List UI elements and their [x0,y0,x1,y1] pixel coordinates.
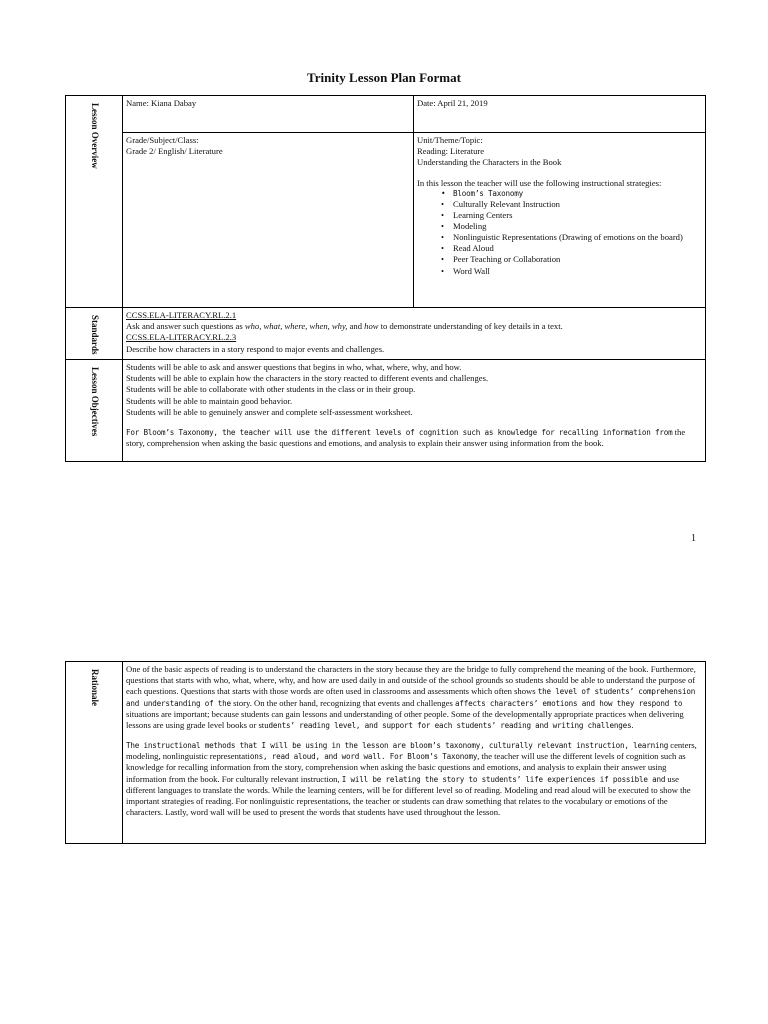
teacher-name: Name: Kiana Dabay [126,98,197,108]
lesson-plan-table [65,95,706,462]
rationale-text: , the teacher will use the different levels of cognition such as knowledge for recalling information from the story, comprehension when asking the basic questions and emotions, and analysis to explain their answer using information from the book. For culturally relevant instruction, [126,751,686,784]
rationale-table [65,661,706,844]
bloom-paragraph [126,427,702,449]
rationale-mono-text: the level of students’ comprehension and understanding of the [126,687,696,708]
rationale-mono-text: I will be relating the story to students’ life experiences if possible and [341,774,666,784]
strategy-item: • Read Aloud [453,243,702,254]
objective-item: Students will be able to explain how the characters in the story reacted to different events and challenges. [126,373,489,384]
standard-desc-1-em: how [364,321,379,332]
document-title: Trinity Lesson Plan Format [307,70,461,85]
standard-desc-2: Describe how characters in a story respond to major events and challenges. [126,343,385,354]
rationale-text: use different languages to translate the words. While the learning centers, will be for different level so of reading. Modeling and read aloud will be executed to show the important strategies of reading. For nonlinguistic representations, the teacher or students can draw something that relates to the vocabulary or emotions of the characters. Lastly, word wall will be used to present the words that students have used throughout the lesson. [126,773,691,818]
strategy-item: • Modeling [453,221,702,232]
rationale-cell [123,662,706,844]
strategy-item: • Nonlinguistic Representations (Drawing of emotions on the board) [453,232,702,243]
objectives-label: Lesson Objectives [89,367,100,437]
lesson-overview-label: Lesson Overview [89,103,100,169]
standard-desc-1-text: to demonstrate understanding of key details in a text. [378,321,563,332]
rationale-mono-text: The instructional methods that I will be using in the lesson are bloom’s taxonomy, culturally relevant instruction, learning [126,741,669,751]
objective-item: Students will be able to maintain good behavior. [126,395,293,406]
rationale-label-cell [66,662,123,844]
standard-desc-1-text: and [347,321,365,332]
objective-item: Students will be able to ask and answer questions that begins in who, what, where, why, and how. [126,362,462,372]
objective-item: Students will be able to genuinely answer and complete self-assessment worksheet. [126,406,413,417]
lesson-overview-label-cell [66,96,123,308]
name-cell [123,96,414,133]
strategy-item: • Bloom’s Taxonomy [453,189,702,199]
objectives-cell [123,360,706,462]
rationale-text: . [631,719,634,730]
strategy-item: • Peer Teaching or Collaboration [453,254,702,265]
lesson-date: Date: April 21, 2019 [417,98,488,108]
rationale-mono-text: dents’ reading level, and support for each students’ reading and writing challenges [268,720,632,730]
unit-label: Unit/Theme/Topic: [417,135,483,145]
strategies-intro: In this lesson the teacher will use the following instructional strategies: [417,177,662,188]
standard-code-2: CCSS.ELA-LITERACY.RL.2.3 [126,332,237,343]
standard-desc-1-text: Ask and answer such questions as [126,321,245,332]
standard-code-1: CCSS.ELA-LITERACY.RL.2.1 [126,310,237,320]
strategy-item: • Word Wall [453,266,702,277]
rationale-text: One of the basic aspects of reading is to understand the characters in the story because they are the bridge to fully comprehend the meaning of the book. Furthermore, questions that starts with who, what, where, why, and how are used daily in and outside of the school grounds so students should be able to understand the purpose of each questions. Questions that starts with those words are often used in classrooms and assessments which often shows [126,664,696,697]
rationale-text: centers, modeling, nonlinguistic representati [126,740,697,762]
objectives-label-cell [66,360,123,462]
rationale-paragraph-2 [126,740,702,818]
rationale-text: situations are important; because students can gain lessons and understanding of other people. Some of the developmentally appropriate practices when delivering lessons are using grade level books or stu [126,708,684,730]
standard-desc-1-em: who, what, where, when, why, [244,321,348,332]
page-number: 1 [691,533,696,544]
date-cell [414,96,706,133]
strategy-item: • Culturally Relevant Instruction [453,199,702,210]
standards-label: Standards [89,315,100,355]
grade-cell [123,133,414,308]
strategy-item: • Learning Centers [453,210,702,221]
bloom-mono-text: For Bloom’s Taxonomy, the teacher will use the different levels of cognition such as knowledge for recalling information from [126,427,673,437]
standards-label-cell [66,308,123,360]
rationale-text: story. On the other hand, recognizing that events and challenges [230,697,455,708]
grade-label: Grade/Subject/Class: [126,135,199,145]
objective-item: Students will be able to collaborate with other students in the class or in their group. [126,384,416,395]
bloom-rest-text: the story, comprehension when asking the basic questions and emotions, and analysis to explain their answer using information from the book. [126,426,686,449]
grade-value: Grade 2/ English/ Literature [126,146,223,157]
standard-desc-1 [126,321,702,332]
rationale-label: Rationale [89,669,100,706]
standards-cell [123,308,706,360]
strategies-list [417,189,702,277]
rationale-mono-text: affects characters’ emotions and how they respond to [454,698,683,708]
unit-line-1: Reading: Literature [417,146,485,157]
unit-cell [414,133,706,308]
rationale-paragraph-1 [126,664,702,731]
rationale-mono-text: ons, read aloud, and word wall. For Bloom’s Taxonomy [249,752,478,762]
unit-line-2: Understanding the Characters in the Book [417,157,562,168]
